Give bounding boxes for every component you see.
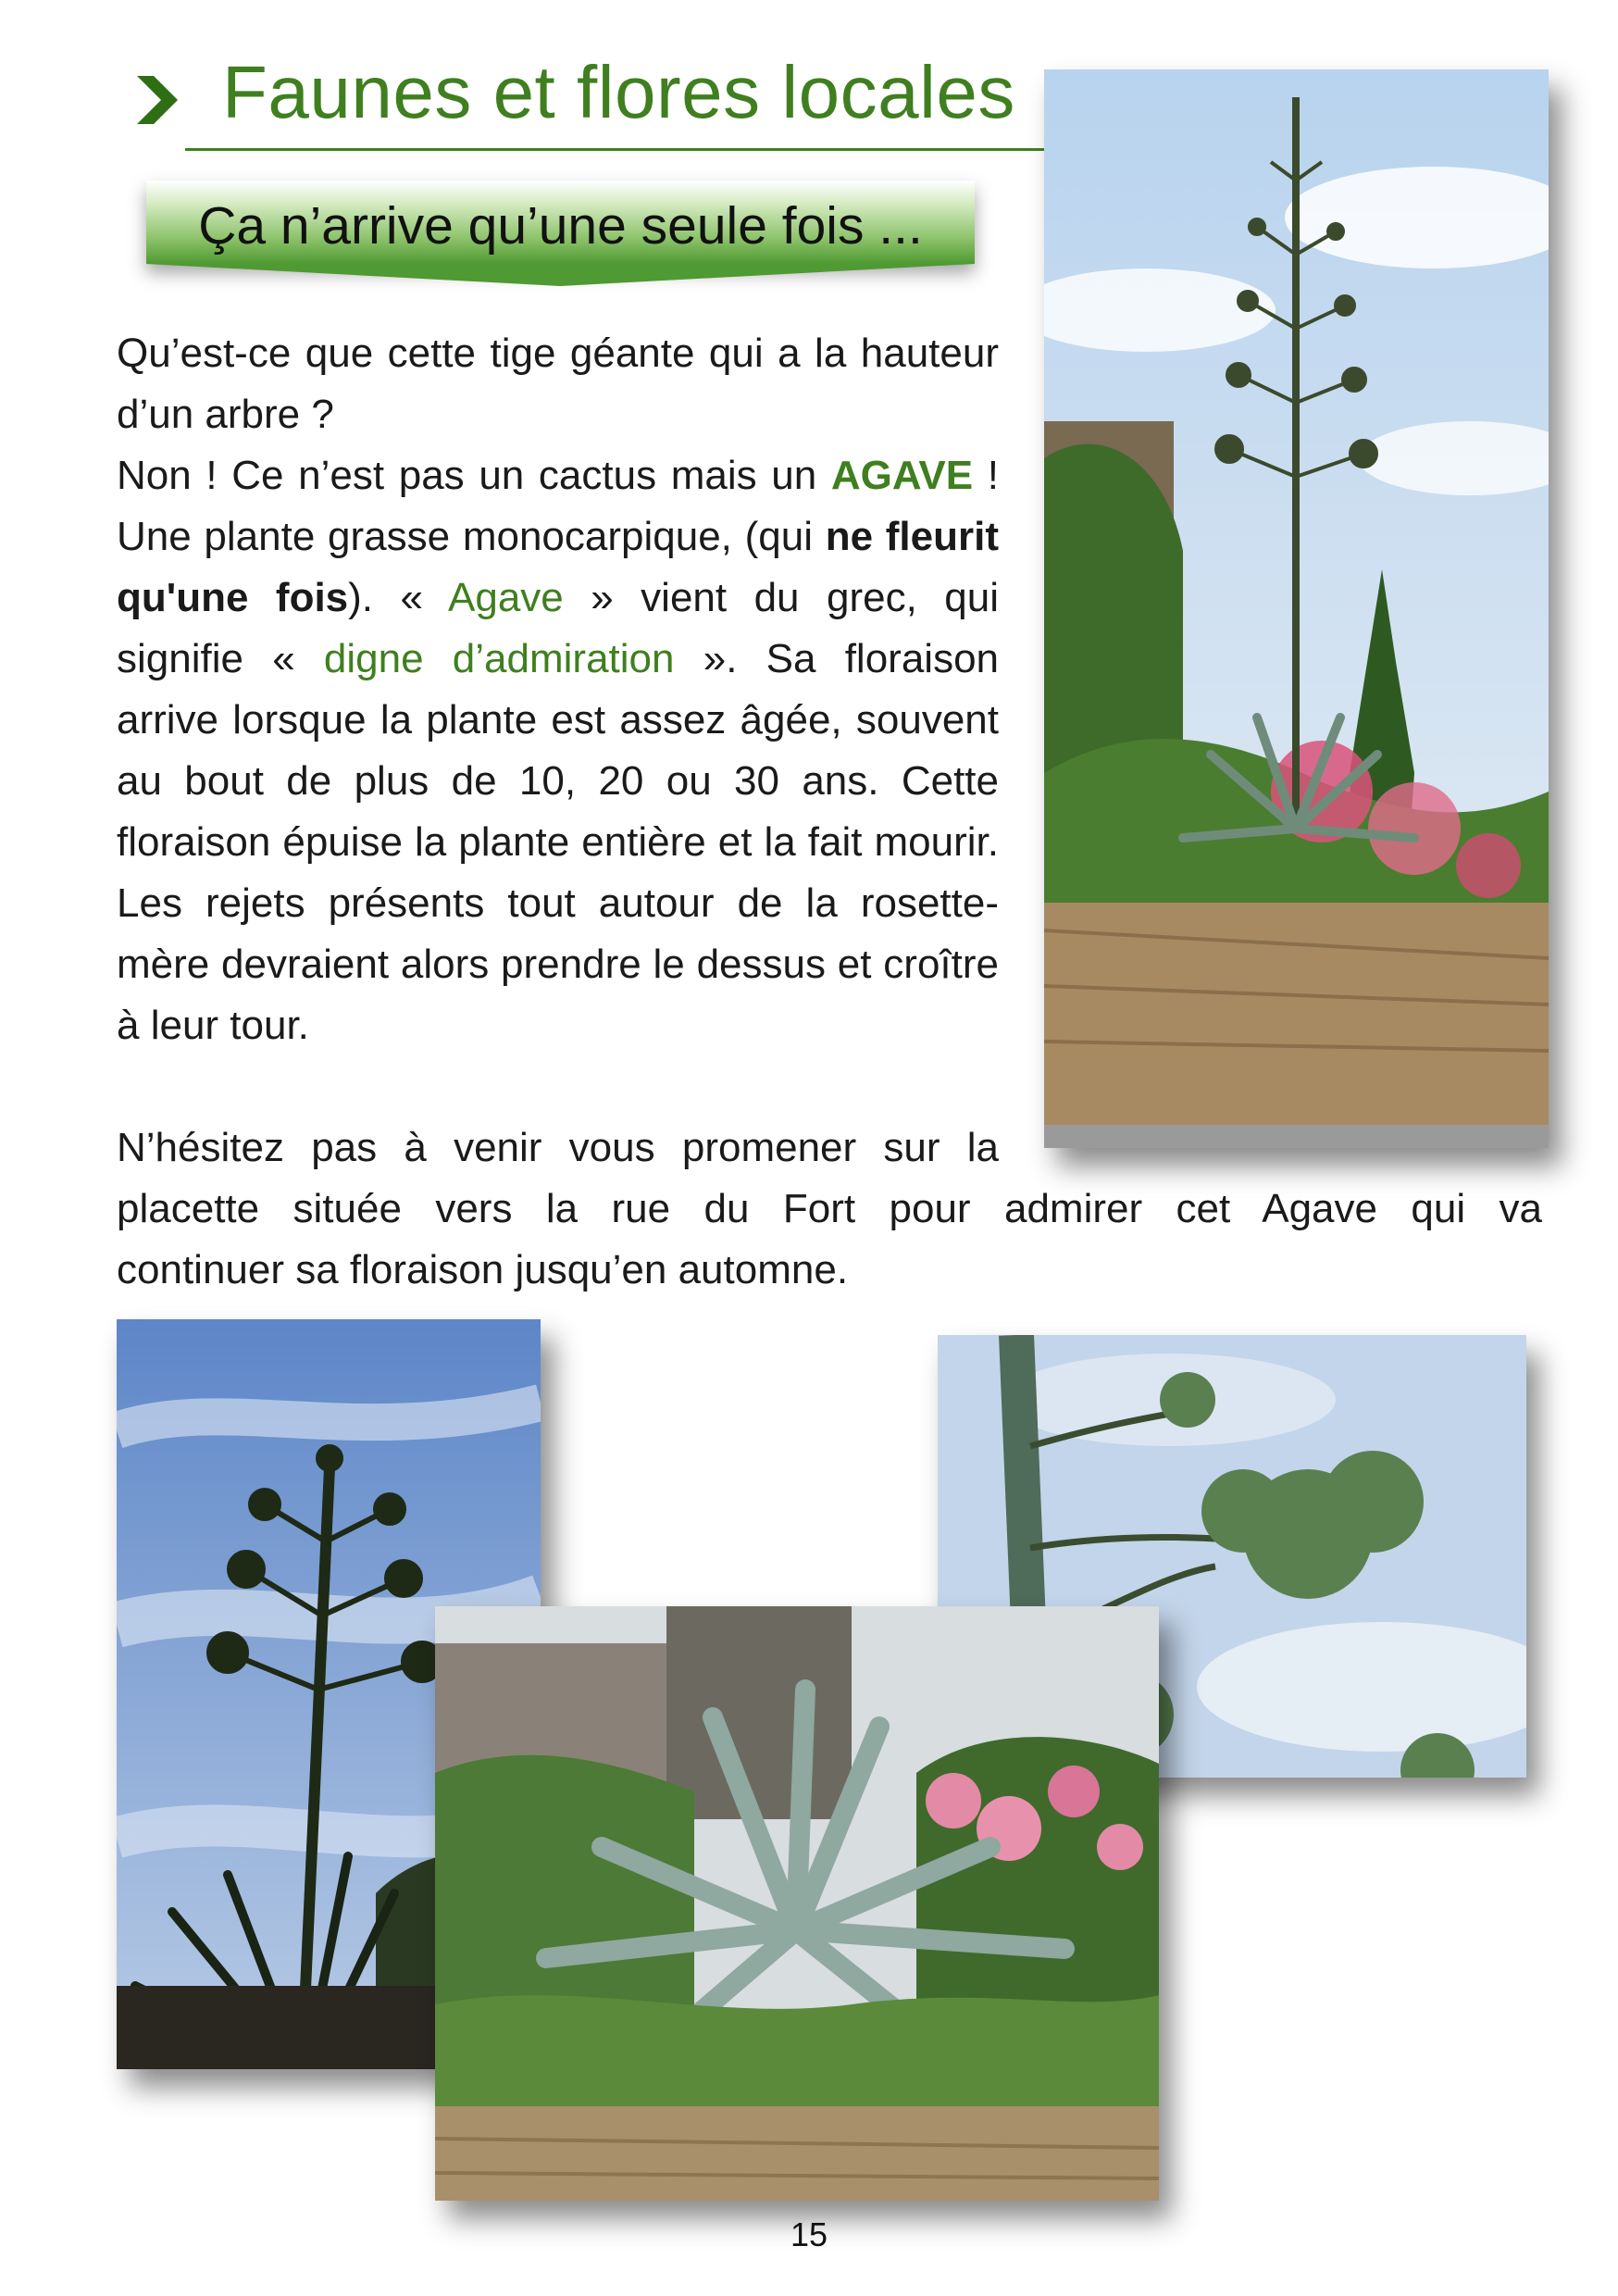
text-segment: ». Sa floraison arrive lorsque la plante est assez âgée, souvent au bout de plus de 10, 20 ou 30 ans. Cette floraison épuise la plante entière et la fait mourir. Les rejets présents tout autour de la rosette-mère devraient alors prendre le dessus et croître à leur tour. bbox=[117, 636, 1000, 1048]
text-segment: ). « bbox=[348, 575, 448, 620]
text-segment: » vient du grec, qui signifie « bbox=[117, 575, 999, 681]
banner-tail bbox=[146, 264, 975, 286]
section-subtitle: Ça n’arrive qu’une seule fois ... bbox=[198, 196, 923, 256]
bold-phrase: ne fleurit qu'une fois bbox=[117, 514, 999, 620]
page-number: 15 bbox=[790, 2215, 828, 2253]
invitation-line-3: continuer sa floraison jusqu’en automne. bbox=[117, 1247, 849, 1292]
text-segment: ! Une plante grasse monocarpique, (qui bbox=[117, 453, 1000, 559]
invitation-line-1: N’hésitez pas à venir vous promener sur la bbox=[117, 1125, 999, 1170]
agave-word: Agave bbox=[448, 575, 564, 620]
agave-highlight: AGAVE bbox=[830, 453, 974, 498]
agave-description-paragraph bbox=[117, 445, 999, 1056]
subtitle-banner bbox=[146, 181, 975, 287]
agave-rosette-photo bbox=[435, 1606, 1159, 2201]
title-underline bbox=[185, 148, 1046, 151]
agave-stalk-photo bbox=[1044, 69, 1549, 1148]
intro-paragraph: Qu’est-ce que cette tige géante qui a la hauteur d’un arbre ? bbox=[117, 331, 999, 437]
text-segment: Non ! Ce n’est pas un cactus mais un bbox=[117, 453, 831, 498]
meaning-phrase: digne d’admiration bbox=[323, 636, 675, 681]
invitation-line-2: placette située vers la rue du Fort pour admirer cet Agave qui va bbox=[117, 1186, 1542, 1231]
chevron-right-icon bbox=[130, 72, 185, 128]
page-title: Faunes et flores locales bbox=[222, 51, 1015, 133]
